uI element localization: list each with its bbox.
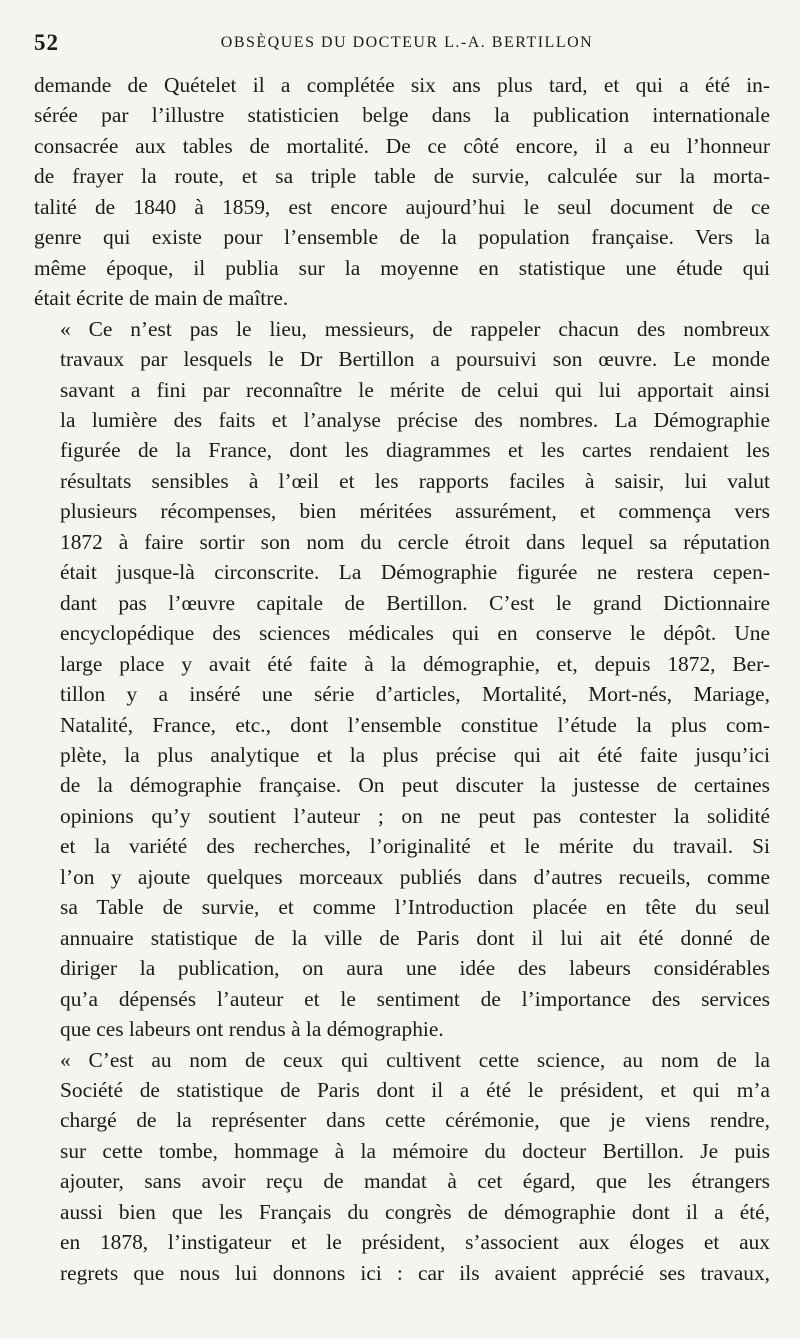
paragraph <box>34 314 770 1045</box>
text-line: de la démographie française. On peut discuter la justesse de certaines <box>60 773 770 798</box>
text-line: « C’est au nom de ceux qui cultivent cette science, au nom de la <box>60 1047 770 1072</box>
paragraph <box>34 70 770 314</box>
text-line: regrets que nous lui donnons ici : car ils avaient apprécié ses travaux, <box>60 1260 770 1285</box>
text-line: large place y avait été faite à la démographie, et, depuis 1872, Ber- <box>60 651 770 676</box>
text-line: même époque, il publia sur la moyenne en statistique une étude qui <box>34 255 770 280</box>
running-title: OBSÈQUES DU DOCTEUR L.-A. BERTILLON <box>220 34 594 51</box>
text-line: aussi bien que les Français du congrès de démographie dont il a été, <box>60 1199 770 1224</box>
text-line: sa Table de survie, et comme l’Introduction placée en tête du seul <box>60 895 770 920</box>
text-line: annuaire statistique de la ville de Paris dont il lui ait été donné de <box>60 925 770 950</box>
text-line: sur cette tombe, hommage à la mémoire du docteur Bertillon. Je puis <box>60 1138 770 1163</box>
text-line: consacrée aux tables de mortalité. De ce côté encore, il a eu l’honneur <box>34 133 770 158</box>
page-header <box>34 26 770 62</box>
body-text <box>34 70 770 1288</box>
text-line: « Ce n’est pas le lieu, messieurs, de rappeler chacun des nombreux <box>60 316 770 341</box>
text-line: sérée par l’illustre statisticien belge dans la publication internationale <box>34 103 770 128</box>
text-line: ajouter, sans avoir reçu de mandat à cet égard, que les étrangers <box>60 1169 770 1194</box>
text-line: de frayer la route, et sa triple table de survie, calculée sur la morta- <box>34 164 770 189</box>
page-number: 52 <box>34 30 59 55</box>
text-line: talité de 1840 à 1859, est encore aujourd’hui le seul document de ce <box>34 194 770 219</box>
text-line: Natalité, France, etc., dont l’ensemble constitue l’étude la plus com- <box>60 712 770 737</box>
text-line: figurée de la France, dont les diagrammes et les cartes rendaient les <box>60 438 770 463</box>
text-line: plète, la plus analytique et la plus précise qui ait été faite jusqu’ici <box>60 742 770 767</box>
text-line: était écrite de main de maître. <box>34 286 289 311</box>
text-line: qu’a dépensés l’auteur et le sentiment de l’importance des services <box>60 986 770 1011</box>
text-line: l’on y ajoute quelques morceaux publiés dans d’autres recueils, comme <box>60 864 770 889</box>
text-line: tillon y a inséré une série d’articles, Mortalité, Mort-nés, Mariage, <box>60 682 770 707</box>
text-line: demande de Quételet il a complétée six ans plus tard, et qui a été in- <box>34 73 770 97</box>
text-line: que ces labeurs ont rendus à la démographie. <box>60 1017 444 1042</box>
text-line: en 1878, l’instigateur et le président, s’associent aux éloges et aux <box>60 1230 770 1255</box>
text-line: chargé de la représenter dans cette cérémonie, que je viens rendre, <box>60 1108 770 1133</box>
text-line: 1872 à faire sortir son nom du cercle étroit dans lequel sa réputation <box>60 529 770 554</box>
text-line: la lumière des faits et l’analyse précise des nombres. La Démographie <box>60 407 770 432</box>
text-line: travaux par lesquels le Dr Bertillon a poursuivi son œuvre. Le monde <box>60 347 770 372</box>
text-line: diriger la publication, on aura une idée des labeurs considérables <box>60 956 770 981</box>
text-line: savant a fini par reconnaître le mérite de celui qui lui apportait ainsi <box>60 377 770 402</box>
text-line: encyclopédique des sciences médicales qui en conserve le dépôt. Une <box>60 621 770 646</box>
text-line: résultats sensibles à l’œil et les rapports faciles à saisir, lui valut <box>60 468 770 493</box>
text-line: plusieurs récompenses, bien méritées assurément, et commença vers <box>60 499 770 524</box>
text-line: était jusque-là circonscrite. La Démographie figurée ne restera cepen- <box>60 560 770 585</box>
text-line: dant pas l’œuvre capitale de Bertillon. C’est le grand Dictionnaire <box>60 590 770 615</box>
paragraph <box>34 1045 770 1289</box>
text-line: opinions qu’y soutient l’auteur ; on ne peut pas contester la solidité <box>60 803 770 828</box>
text-line: Société de statistique de Paris dont il a été le président, et qui m’a <box>60 1077 770 1102</box>
text-line: genre qui existe pour l’ensemble de la population française. Vers la <box>34 225 770 250</box>
text-line: et la variété des recherches, l’originalité et le mérite du travail. Si <box>60 834 770 859</box>
